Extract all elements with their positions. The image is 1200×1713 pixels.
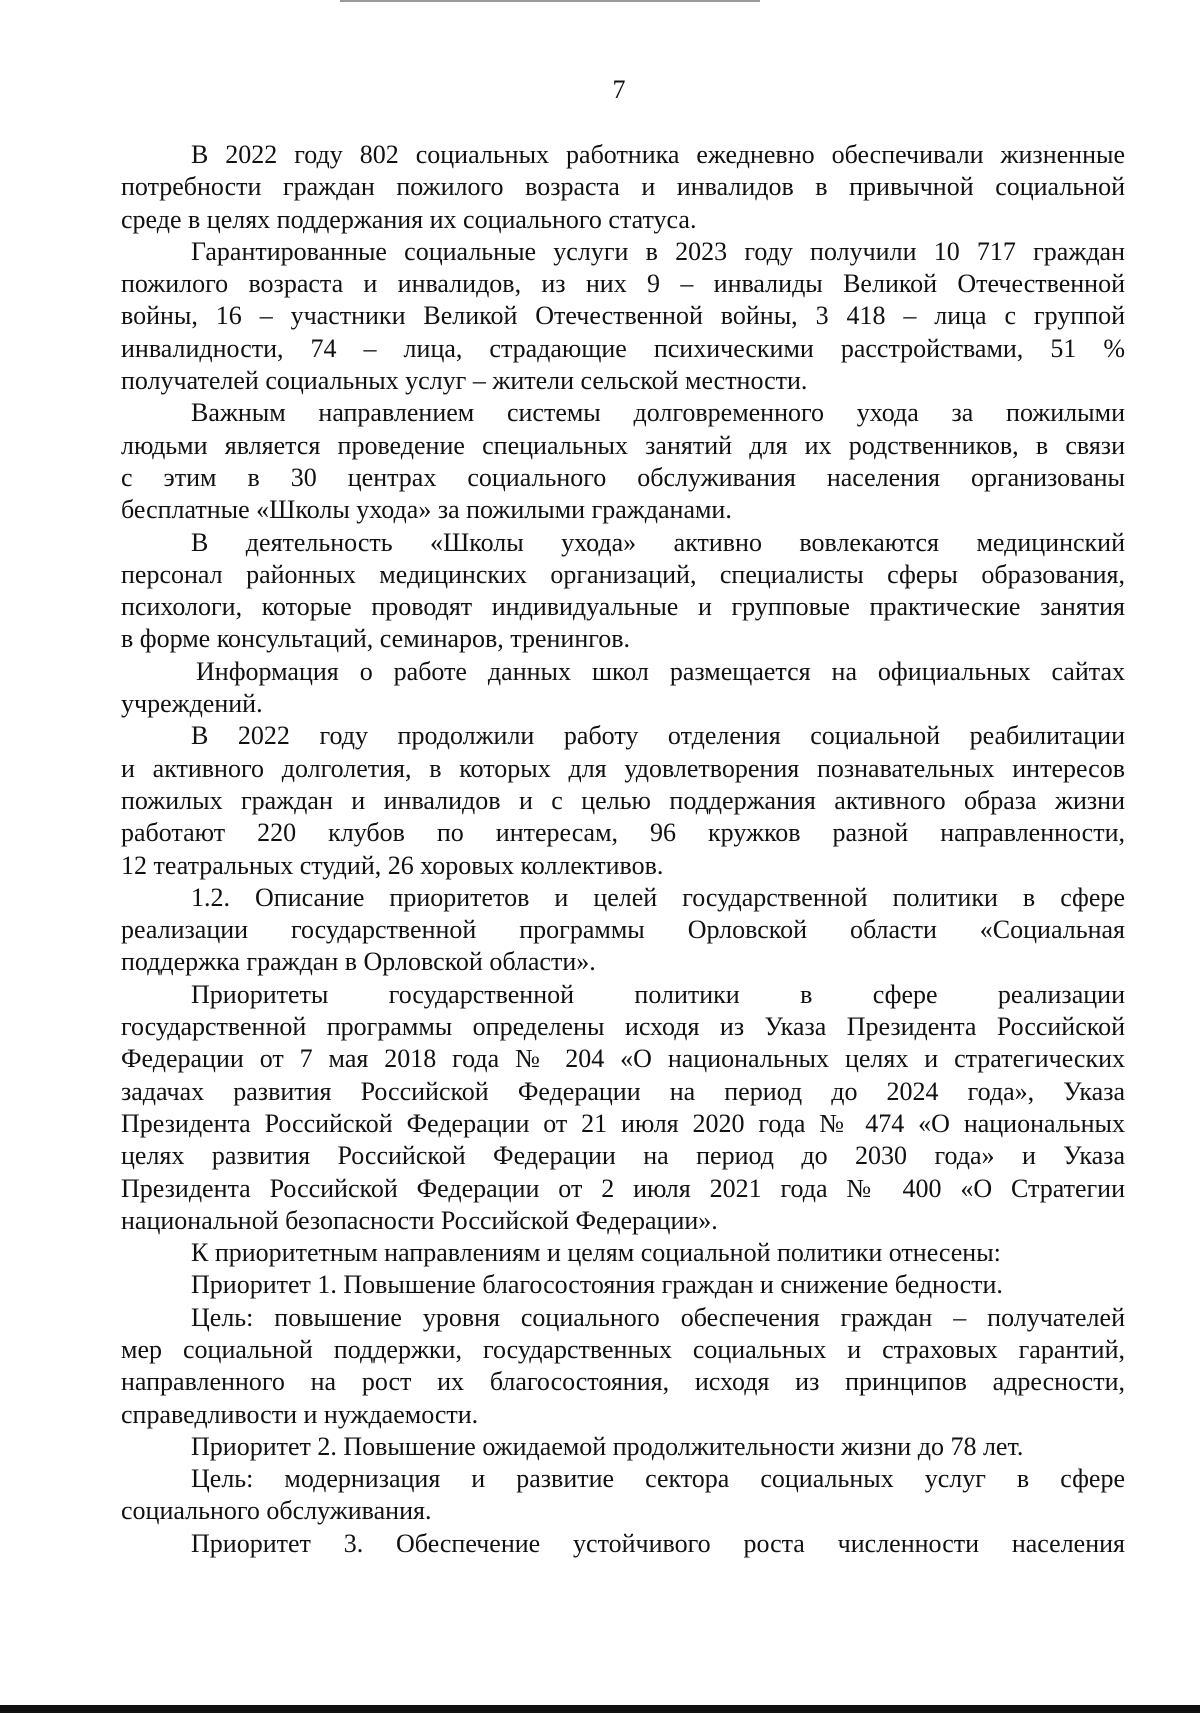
- paragraph: [121, 1237, 1125, 1269]
- paragraph: [121, 882, 1125, 979]
- page-number: 7: [612, 75, 626, 104]
- text-line: справедливости и нуждаемости.: [121, 1399, 479, 1429]
- text-line: государственной программы определены исходя из Указа Президента Российской: [121, 1012, 1125, 1042]
- text-line: поддержка граждан в Орловской области».: [121, 947, 596, 977]
- text-line: учреждений.: [121, 689, 263, 719]
- text-line: людьми является проведение специальных занятий для их родственников, в связи: [121, 430, 1125, 460]
- text-line: потребности граждан пожилого возраста и инвалидов в привычной социальной: [121, 172, 1125, 202]
- text-line: В 2022 году продолжили работу отделения социальной реабилитации: [191, 721, 1125, 751]
- text-line: В 2022 году 802 социальных работника ежедневно обеспечивали жизненные: [191, 140, 1125, 169]
- text-line: получателей социальных услуг – жители сельской местности.: [121, 366, 808, 396]
- text-line: национальной безопасности Российской Федерации».: [121, 1205, 718, 1235]
- paragraph: [121, 139, 1125, 236]
- text-line: целях развития Российской Федерации на период до 2030 года» и Указа: [121, 1141, 1125, 1171]
- text-line: Информация о работе данных школ размещается на официальных сайтах: [196, 656, 1125, 686]
- paragraph: [121, 1269, 1125, 1301]
- text-line: Цель: повышение уровня социального обеспечения граждан – получателей: [191, 1302, 1125, 1332]
- text-line: Важным направлением системы долговременного ухода за пожилыми: [191, 398, 1125, 428]
- text-line: среде в целях поддержания их социального статуса.: [121, 204, 697, 234]
- document-body: [121, 139, 1125, 1560]
- text-line: пожилого возраста и инвалидов, из них 9 – инвалиды Великой Отечественной: [121, 269, 1125, 299]
- text-line: психологи, которые проводят индивидуальные и групповые практические занятия: [121, 592, 1125, 622]
- bottom-edge-line: [0, 1705, 1200, 1713]
- text-line: Приоритет 3. Обеспечение устойчивого роста численности населения: [191, 1528, 1125, 1558]
- text-line: Федерации от 7 мая 2018 года № 204 «О национальных целях и стратегических: [121, 1044, 1125, 1074]
- text-line: и активного долголетия, в которых для удовлетворения познавательных интересов: [121, 753, 1125, 783]
- paragraph: [121, 656, 1125, 721]
- text-line: пожилых граждан и инвалидов и с целью поддержания активного образа жизни: [121, 785, 1125, 815]
- text-line: инвалидности, 74 – лица, страдающие психическими расстройствами, 51 %: [121, 333, 1125, 363]
- top-edge-line: [340, 0, 760, 2]
- text-line: Приоритет 2. Повышение ожидаемой продолжительности жизни до 78 лет.: [191, 1431, 1024, 1461]
- text-line: в форме консультаций, семинаров, тренингов.: [121, 624, 631, 654]
- text-line: персонал районных медицинских организаций, специалисты сферы образования,: [121, 559, 1125, 589]
- text-line: с этим в 30 центрах социального обслуживания населения организованы: [121, 462, 1125, 492]
- paragraph: [121, 236, 1125, 397]
- text-line: бесплатные «Школы ухода» за пожилыми гражданами.: [121, 495, 732, 525]
- text-line: К приоритетным направлениям и целям социальной политики отнесены:: [191, 1238, 1001, 1268]
- paragraph: [121, 527, 1125, 656]
- text-line: Цель: модернизация и развитие сектора социальных услуг в сфере: [191, 1464, 1125, 1494]
- paragraph: [121, 1431, 1125, 1463]
- text-line: мер социальной поддержки, государственных социальных и страховых гарантий,: [121, 1334, 1125, 1364]
- text-line: социального обслуживания.: [121, 1496, 432, 1526]
- text-line: работают 220 клубов по интересам, 96 кружков разной направленности,: [121, 818, 1125, 848]
- text-line: В деятельность «Школы ухода» активно вовлекаются медицинский: [191, 527, 1125, 557]
- text-line: Президента Российской Федерации от 2 июля 2021 года № 400 «О Стратегии: [121, 1173, 1125, 1203]
- text-line: задачах развития Российской Федерации на период до 2024 года», Указа: [121, 1076, 1125, 1106]
- text-line: войны, 16 – участники Великой Отечественной войны, 3 418 – лица с группой: [121, 301, 1125, 331]
- paragraph: [121, 1463, 1125, 1528]
- paragraph: [121, 720, 1125, 881]
- text-line: Приоритеты государственной политики в сфере реализации: [191, 979, 1125, 1009]
- text-line: Президента Российской Федерации от 21 июля 2020 года № 474 «О национальных: [121, 1108, 1125, 1138]
- text-line: Приоритет 1. Повышение благосостояния граждан и снижение бедности.: [191, 1270, 1003, 1300]
- text-line: реализации государственной программы Орловской области «Социальная: [121, 915, 1125, 945]
- paragraph: [121, 397, 1125, 526]
- text-line: Гарантированные социальные услуги в 2023 году получили 10 717 граждан: [191, 236, 1125, 266]
- text-line: направленного на рост их благосостояния, исходя из принципов адресности,: [121, 1367, 1125, 1397]
- paragraph: [121, 979, 1125, 1237]
- text-line: 1.2. Описание приоритетов и целей государственной политики в сфере: [191, 882, 1125, 912]
- paragraph: [121, 1528, 1125, 1560]
- text-line: 12 театральных студий, 26 хоровых коллективов.: [121, 850, 664, 880]
- paragraph: [121, 1302, 1125, 1431]
